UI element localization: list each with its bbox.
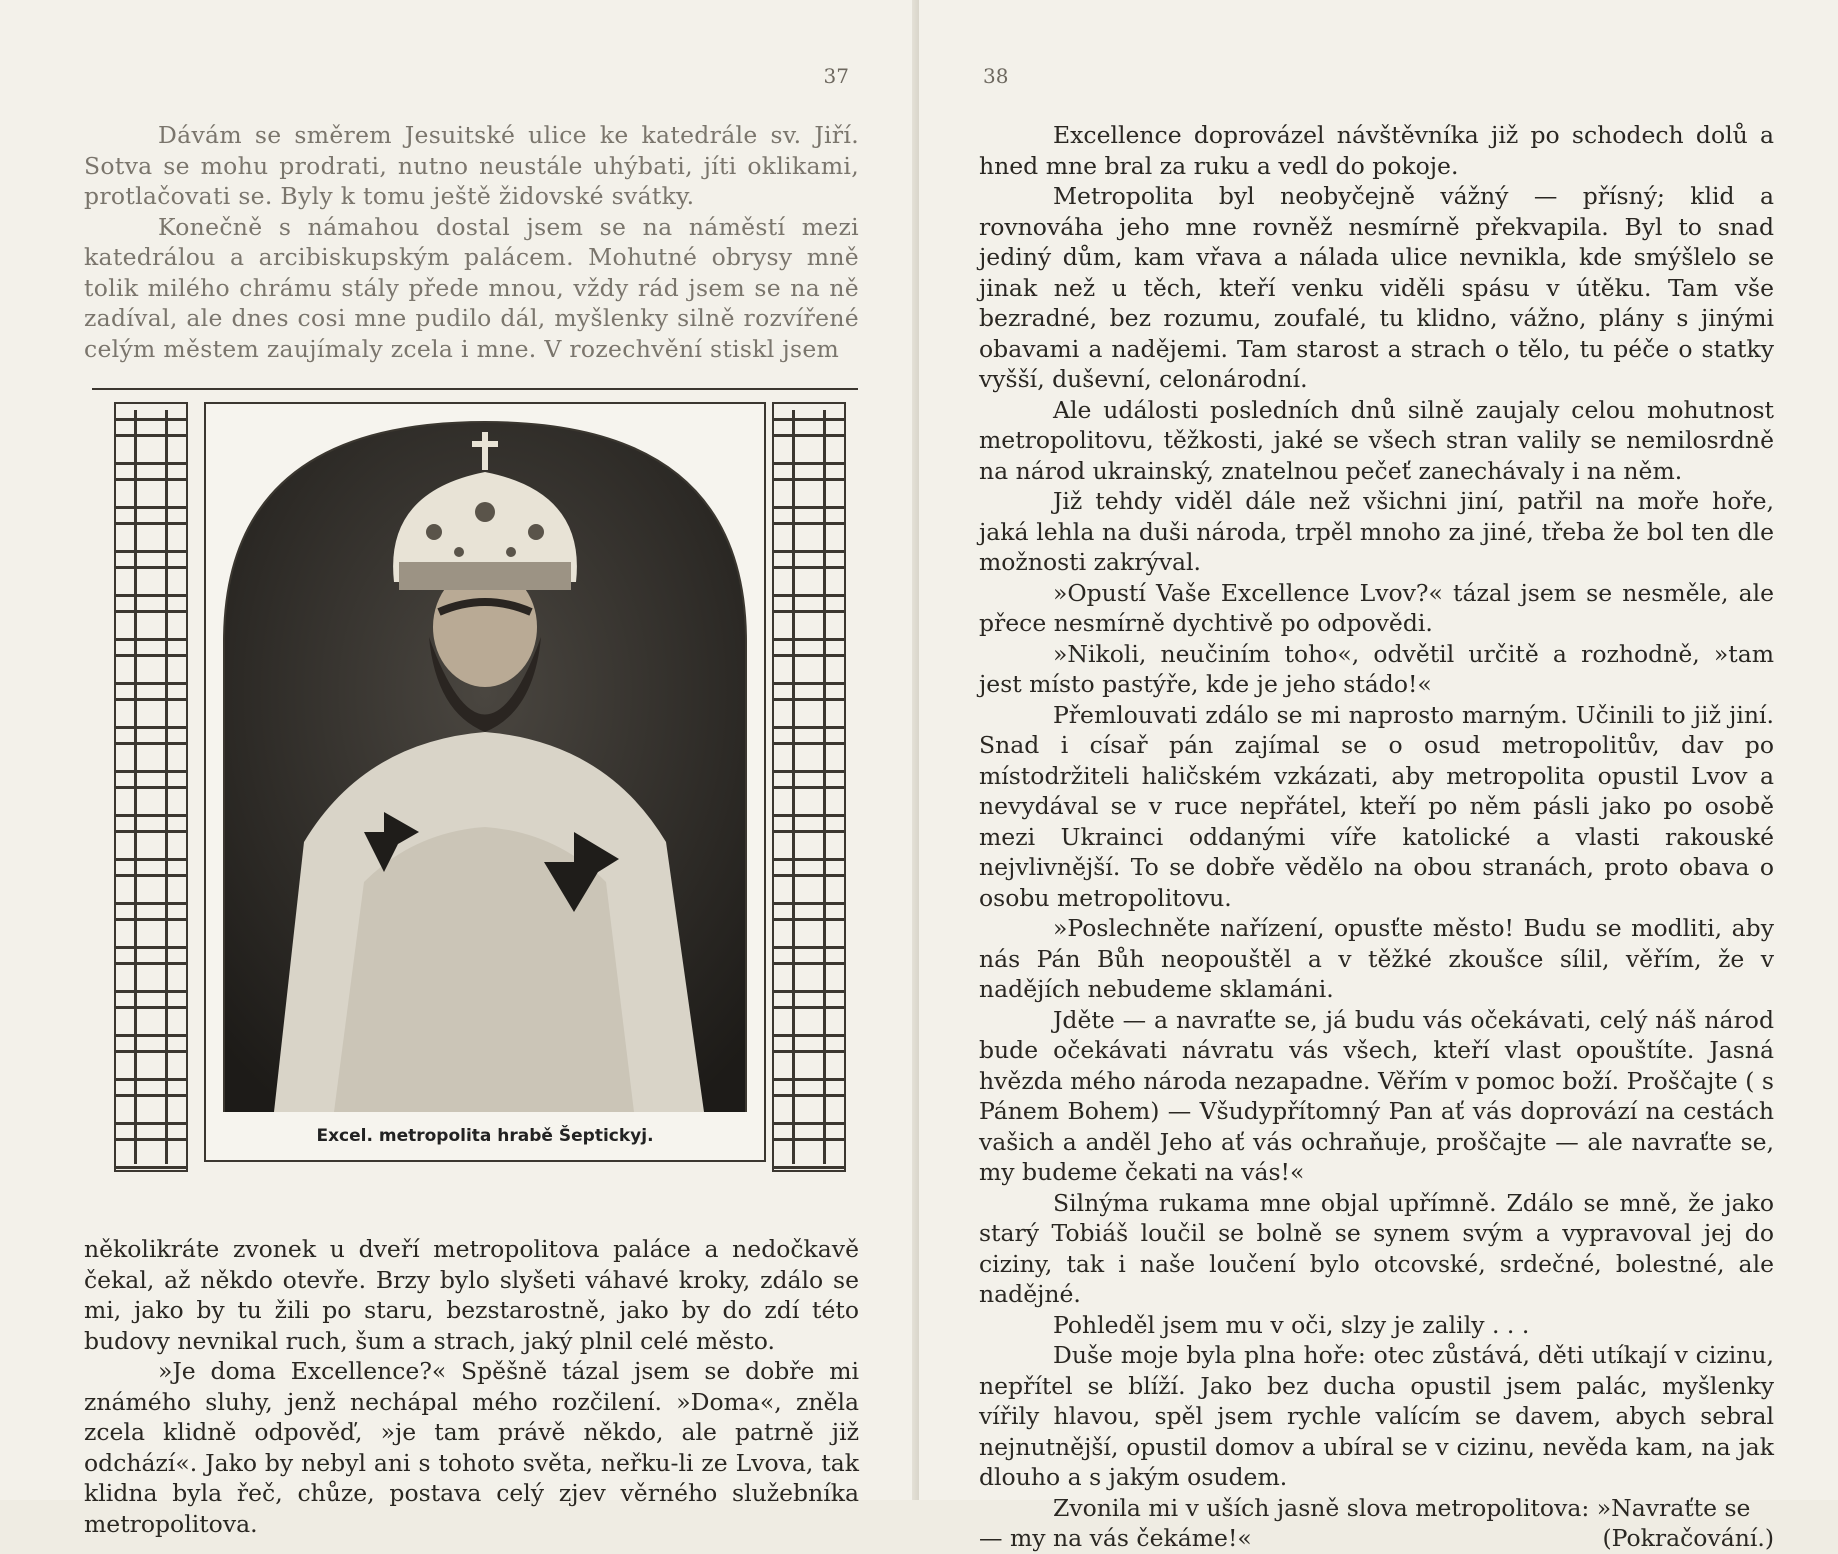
- paragraph: Pohleděl jsem mu v oči, slzy je zalily . . .: [1053, 1310, 1530, 1339]
- portrait-photo: [204, 402, 766, 1162]
- ornament-border-left: [114, 402, 188, 1172]
- paragraph: »Je doma Excellence?« Spěšně tázal jsem se dobře mi známého sluhy, jenž nechápal mého rozčilení. »Doma«, zněla zcela klidně odpověď, »je tam právě někdo, ale patrně již odchází«. Jako by nebyl ani s tohoto světa, neřku-li ze Lvova, tak klidna byla řeč, chůze, postava celý zjev věrného služebníka metropolitova.: [84, 1357, 859, 1538]
- left-page: [0, 0, 919, 1538]
- closing-line: Zvonila mi v uších jasně slova metropolitova: »Navraťte se: [1053, 1493, 1751, 1522]
- paragraph: Duše moje byla plna hoře: otec zůstává, děti utíkají v cizinu, nepřítel se blíží. Jako bez ducha opustil jsem palác, myšlenky vířily hlavou, spěl jsem rychle valícím se davem, abych sebral nejnutnější, opustil domov a ubíral se v cizinu, nevěda kam, na jak dlouho a s jakým osudem.: [979, 1341, 1774, 1491]
- portrait-image: [214, 412, 756, 1112]
- paragraph: Jděte — a navraťte se, já budu vás očekávati, celý náš národ bude očekávati návratu vás všech, kteří vlast opouštíte. Jasná hvězda mého národa nezapadne. Věřím v pomoc boží. Proščajte ( s Pánem Bohem) — Všudypřítomný Pan ať vás doprovází na cestách vašich a anděl Jeho ať vás ochraňuje, proščajte — ale navraťte se, my budeme čekati na vás!«: [979, 1005, 1774, 1186]
- closing-signoff: [979, 1523, 1774, 1554]
- paragraph: »Opustí Vaše Excellence Lvov?« tázal jsem se nesměle, ale přece nesmírně dychtivě po odpovědi.: [979, 578, 1774, 637]
- photo-caption: Excel. metropolita hrabě Šeptickyj.: [316, 1126, 654, 1146]
- paragraph: »Poslechněte nařízení, opusťte město! Budu se modliti, aby nás Pán Bůh neopouštěl a v těžké zkoušce sílil, věřím, že v nadějích nebudeme sklamáni.: [979, 914, 1774, 1003]
- plate-rule: [92, 388, 858, 390]
- paragraph: Metropolita byl neobyčejně vážný — přísný; klid a rovnováha jeho mne rovněž nesmírně překvapila. Byl to snad jediný dům, kam vřava a nálada ulice nevnikla, kde smýšlelo se jinak než u těch, kteří venku viděli spásu v útěku. Tam vše bezradné, bez rozumu, zoufalé, tu klidno, vážno, plány s jinými obavami a nadějemi. Tam starost a strach o tělo, tu péče o statky vyšší, duševní, celonárodní.: [979, 182, 1774, 393]
- closing-line: — my na vás čekáme!«: [979, 1524, 1252, 1552]
- continuation-note: (Pokračování.): [1602, 1524, 1774, 1552]
- paragraph: Již tehdy viděl dále než všichni jiní, patřil na moře hoře, jaká lehla na duši národa, trpěl mnoho za jiné, třeba že bol ten dle možnosti zakrýval.: [979, 487, 1774, 576]
- paragraph: Přemlouvati zdálo se mi naprosto marným. Učinili to již jiní. Snad i císař pán zajímal se o osud metropolitův, dav po místodržiteli haličském vzkázati, aby metropolita opustil Lvov a nevydával se v ruce nepřátel, kteří po něm pásli jako po osobě mezi Ukrainci oddanými víře katolické a vlasti rakouské nejvlivnější. To se dobře vědělo na obou stranách, proto obava o osobu metropolitovu.: [979, 700, 1774, 912]
- right-page: [919, 0, 1838, 1552]
- page-number-right: 38: [983, 64, 1009, 88]
- paragraph: Silnýma rukama mne objal upřímně. Zdálo se mně, že jako starý Tobiáš loučil se bolně se synem svým a vypravoval jej do ciziny, tak i naše loučení bylo otcovské, srdečné, bolestné, ale nadějné.: [979, 1188, 1774, 1308]
- paragraph: Excellence doprovázel návštěvníka již po schodech dolů a hned mne bral za ruku a vedl do pokoje.: [979, 121, 1774, 180]
- portrait-plate: [84, 388, 854, 1208]
- page-number-left: 37: [823, 64, 849, 88]
- paragraph: několikráte zvonek u dveří metropolitova paláce a nedočkavě čekal, až někdo otevře. Brzy bylo slyšeti váhavé kroky, zdálo se mi, jako by tu žili po staru, bezstarostně, jako by do zdí této budovy nevnikal ruch, šum a strach, jaký plnil celé město.: [84, 1235, 859, 1355]
- ornament-border-right: [772, 402, 846, 1172]
- paragraph: Ale události posledních dnů silně zaujaly celou mohutnost metropolitovu, těžkosti, jaké se všech stran valily se nemilosrdně na národ ukrainský, znatelnou pečeť zanechávaly i na něm.: [979, 395, 1774, 485]
- paragraph: Dávám se směrem Jesuitské ulice ke katedrále sv. Jiří. Sotva se mohu prodrati, nutno neustále uhýbati, jíti oklikami, protlačovati se. Byly k tomu ještě židovské svátky.: [84, 121, 859, 210]
- paragraph: »Nikoli, neučiním toho«, odvětil určitě a rozhodně, »tam jest místo pastýře, kde je jeho stádo!«: [979, 639, 1774, 698]
- paragraph: Konečně s námahou dostal jsem se na náměstí mezi katedrálou a arcibiskupským palácem. Mohutné obrysy mně tolik milého chrámu stály přede mnou, vždy rád jsem se na ně zadíval, ale dnes cosi mne pudilo dál, myšlenky silně rozvířené celým městem zaujímaly zcela i mne. V rozechvění stiskl jsem: [84, 212, 859, 363]
